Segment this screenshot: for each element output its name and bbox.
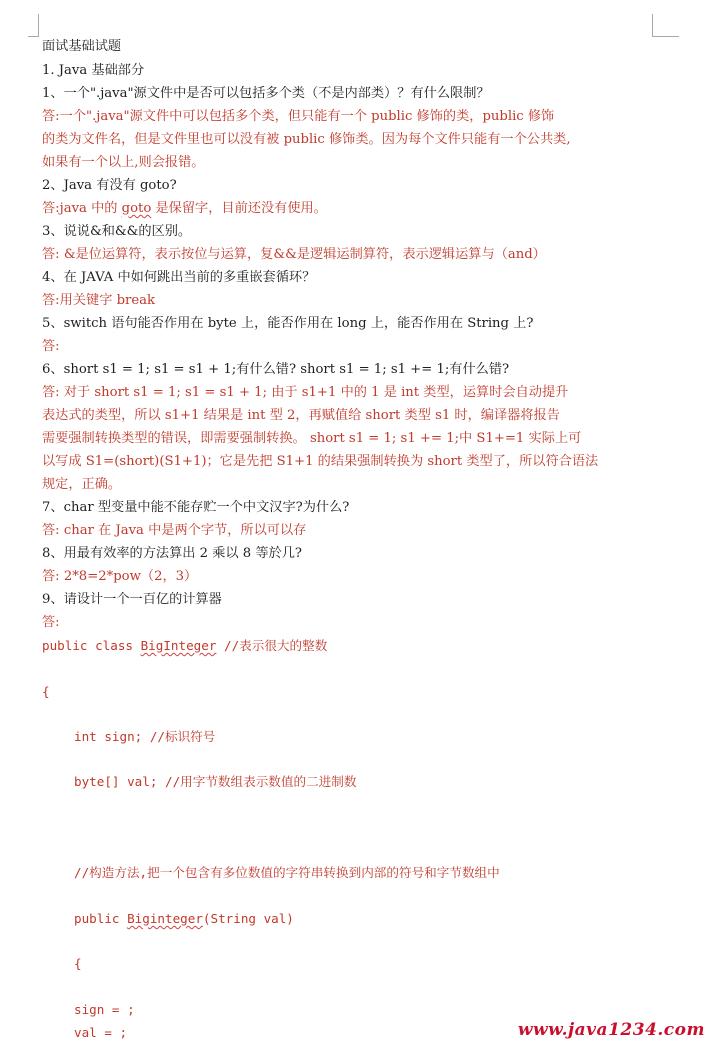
- question-6: 6、short s1 = 1; s1 = s1 + 1;有什么错? short s1 = 1; s1 += 1;有什么错?: [42, 362, 510, 377]
- answer-1-line: 答:一个".java"源文件中可以包括多个类，但只能有一个 public 修饰的类，public 修饰: [42, 109, 555, 124]
- doc-title: 面试基础试题: [42, 39, 122, 54]
- answer-4: 答:用关键字 break: [42, 293, 155, 308]
- code-sign-field: int sign; //标识符号: [74, 729, 216, 744]
- answer-8: 答: 2*8=2*pow（2，3）: [42, 569, 198, 584]
- question-8: 8、用最有效率的方法算出 2 乘以 8 等於几?: [42, 546, 303, 561]
- code-text: public: [74, 911, 128, 926]
- code-text: (String val): [202, 911, 294, 926]
- code-text: //表示很大的整数: [216, 638, 328, 653]
- question-3: 3、说说&和&&的区别。: [42, 224, 192, 239]
- code-class-declaration: [42, 637, 327, 655]
- answer-1-line: 的类为文件名，但是文件里也可以没有被 public 修饰类。因为每个文件只能有一个公共类,: [42, 132, 571, 147]
- code-val-field: byte[] val; //用字节数组表示数值的二进制数: [74, 774, 357, 789]
- answer-2-text: 答:java 中的: [42, 201, 122, 216]
- margin-corner-mark: [652, 14, 679, 37]
- code-val-assign: val = ;: [74, 1025, 128, 1040]
- question-4: 4、在 JAVA 中如何跳出当前的多重嵌套循环？: [42, 270, 316, 285]
- spellcheck-word: goto: [121, 201, 152, 216]
- answer-5: 答:: [42, 339, 60, 354]
- question-2: 2、Java 有没有 goto?: [42, 178, 177, 193]
- code-sign-assign: sign = ;: [74, 1002, 135, 1017]
- code-brace-open-inner: {: [74, 956, 82, 971]
- answer-2: [42, 200, 327, 218]
- question-9: 9、请设计一个一百亿的计算器: [42, 592, 222, 607]
- answer-3: 答: &是位运算符，表示按位与运算，复&&是逻辑运制算符，表示逻辑运算与（and）: [42, 247, 546, 262]
- answer-6-line: 答: 对于 short s1 = 1; s1 = s1 + 1; 由于 s1+1 中的 1 是 int 类型，运算时会自动提升: [42, 385, 569, 400]
- code-ctor-signature: [74, 910, 294, 928]
- answer-6-line: 以写成 S1=(short)(S1+1)；它是先把 S1+1 的结果强制转换为 short 类型了，所以符合语法: [42, 454, 599, 469]
- answer-6-line: 表达式的类型，所以 s1+1 结果是 int 型 2，再赋值给 short 类型 s1 时，编译器将报告: [42, 408, 560, 423]
- answer-1-line: 如果有一个以上,则会报错。: [42, 155, 205, 170]
- answer-2-text: 是保留字，目前还没有使用。: [151, 201, 327, 216]
- spellcheck-word: Biginteger: [127, 911, 203, 926]
- question-1: 1、一个".java"源文件中是否可以包括多个类（不是内部类）？有什么限制？: [42, 86, 490, 101]
- answer-6-line: 需要强制转换类型的错误，即需要强制转换。 short s1 = 1; s1 += 1;中 S1+=1 实际上可: [42, 431, 582, 446]
- code-ctor-comment: //构造方法,把一个包含有多位数值的字符串转换到内部的符号和字节数组中: [74, 865, 500, 880]
- question-7: 7、char 型变量中能不能存贮一个中文汉字?为什么?: [42, 500, 350, 515]
- margin-corner-mark: [28, 14, 39, 37]
- watermark-logo: www.java1234.com: [517, 1020, 705, 1040]
- code-text: public class: [42, 638, 141, 653]
- answer-9: 答:: [42, 615, 60, 630]
- spellcheck-word: BigInteger: [140, 638, 217, 653]
- code-brace-open: {: [42, 684, 50, 699]
- section-heading: 1. Java 基础部分: [42, 63, 145, 78]
- question-5: 5、switch 语句能否作用在 byte 上，能否作用在 long 上，能否作用在 String 上?: [42, 316, 534, 331]
- answer-6-line: 规定，正确。: [42, 477, 122, 492]
- answer-7: 答: char 在 Java 中是两个字节，所以可以存: [42, 523, 307, 538]
